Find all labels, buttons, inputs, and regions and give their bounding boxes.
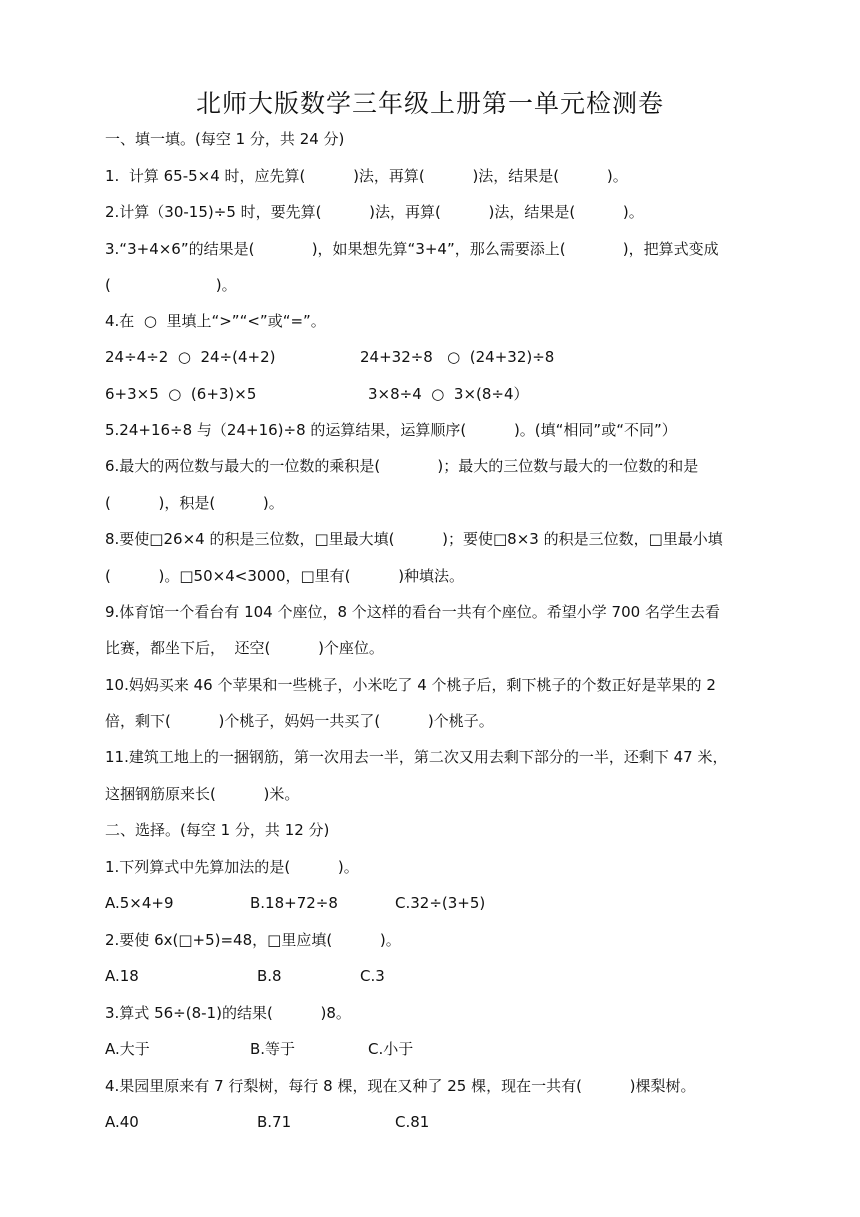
question-line: 比赛，都坐下后， 还空( )个座位。 [105, 639, 384, 657]
compare-item: 24+32÷8 ○ (24+32)÷8 [360, 348, 555, 366]
option-c: C.32÷(3+5) [395, 894, 486, 912]
question-line: ( )。□50×4<3000，□里有( )种填法。 [105, 567, 465, 585]
option-a: A.40 [105, 1113, 139, 1131]
option-a: A.大于 [105, 1040, 150, 1058]
question-line: 这捆钢筋原来长( )米。 [105, 785, 300, 803]
question-line: 5.24+16÷8 与（24+16)÷8 的运算结果，运算顺序( )。(填“相同”或“不同”） [105, 421, 677, 439]
option-c: C.3 [360, 967, 385, 985]
question-line: 3.“3+4×6”的结果是( )，如果想先算“3+4”，那么需要添上( )，把算式变成 [105, 240, 719, 258]
question-line: 1.下列算式中先算加法的是( )。 [105, 858, 359, 876]
option-b: B.71 [257, 1113, 292, 1131]
page-title: 北师大版数学三年级上册第一单元检测卷 [195, 89, 664, 118]
question-line: ( )。 [105, 276, 237, 294]
question-line: 倍，剩下( )个桃子，妈妈一共买了( )个桃子。 [105, 712, 494, 730]
section-header: 一、填一填。(每空 1 分，共 24 分) [105, 130, 345, 148]
question-line: 1. 计算 65-5×4 时，应先算( )法，再算( )法，结果是( )。 [105, 167, 628, 185]
question-line: 4.果园里原来有 7 行梨树，每行 8 棵，现在又种了 25 棵，现在一共有( )棵梨树。 [105, 1077, 696, 1095]
question-line: 2.要使 6x(□+5)=48，□里应填( )。 [105, 931, 401, 949]
option-a: A.5×4+9 [105, 894, 174, 912]
question-line: 11.建筑工地上的一捆钢筋，第一次用去一半，第二次又用去剩下部分的一半，还剩下 47 米， [105, 748, 728, 766]
question-line: 8.要使□26×4 的积是三位数，□里最大填( )；要使□8×3 的积是三位数，□里最小填 [105, 530, 723, 548]
option-a: A.18 [105, 967, 139, 985]
question-line: ( )，积是( )。 [105, 494, 284, 512]
question-line: 3.算式 56÷(8-1)的结果( )8。 [105, 1004, 351, 1022]
question-line: 9.体育馆一个看台有 104 个座位，8 个这样的看台一共有个座位。希望小学 700 名学生去看 [105, 603, 720, 621]
option-b: B.8 [257, 967, 282, 985]
question-line: 2.计算（30-15)÷5 时，要先算( )法，再算( )法，结果是( )。 [105, 203, 644, 221]
question-line: 4.在 ○ 里填上“>”“<”或“=”。 [105, 312, 326, 330]
compare-item: 3×8÷4 ○ 3×(8÷4） [368, 385, 529, 403]
compare-item: 6+3×5 ○ (6+3)×5 [105, 385, 257, 403]
section-header: 二、选择。(每空 1 分，共 12 分) [105, 821, 330, 839]
compare-item: 24÷4÷2 ○ 24÷(4+2) [105, 348, 276, 366]
option-c: C.81 [395, 1113, 430, 1131]
option-b: B.等于 [250, 1040, 296, 1058]
question-line: 6.最大的两位数与最大的一位数的乘积是( )；最大的三位数与最大的一位数的和是 [105, 457, 699, 475]
question-line: 10.妈妈买来 46 个苹果和一些桃子，小米吃了 4 个桃子后，剩下桃子的个数正好是苹果的 2 [105, 676, 716, 694]
option-c: C.小于 [368, 1040, 414, 1058]
option-b: B.18+72÷8 [250, 894, 338, 912]
